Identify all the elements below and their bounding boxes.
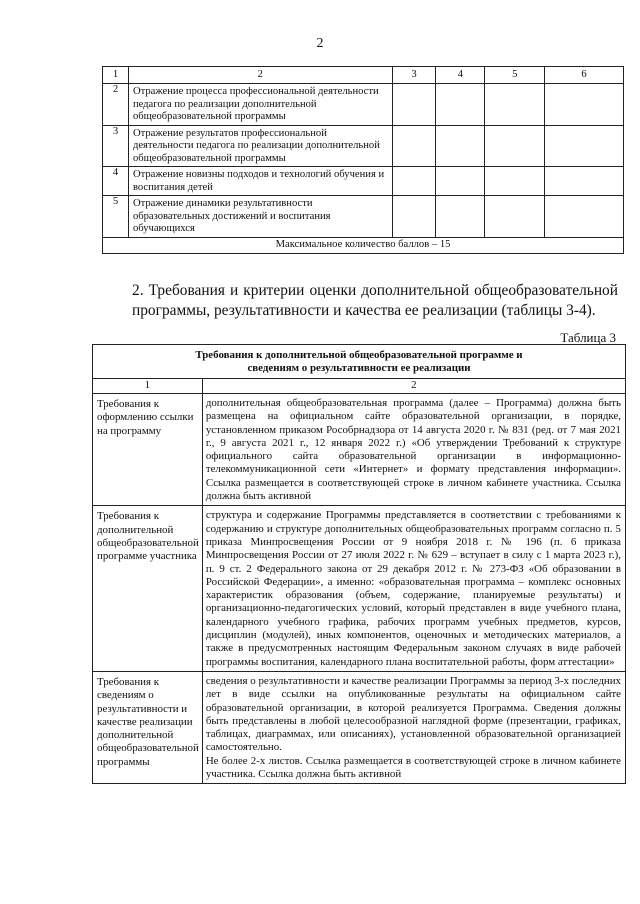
requirement-note: Не более 2-х листов. Ссылка размещается в соответствующей строке в личном кабинете участника. Ссылка должна быть активной: [205, 754, 621, 781]
column-header: 1: [103, 67, 129, 84]
column-header: 2: [128, 67, 392, 84]
table-row: [103, 125, 624, 167]
table-title: Требования к дополнительной общеобразовательной программе и сведениям о результативности ее реализации: [93, 345, 626, 379]
requirement-label: Требования к оформлению ссылки на программу: [93, 394, 203, 506]
row-number: 4: [103, 167, 129, 196]
requirement-text: сведения о результативности и качестве реализации Программы за период 3-х последних лет в виде ссылки на опубликованные результаты на официальном сайте образовательной организации, в которой реализуется Программа. Сведения должны быть представлены в любой целесообразной наглядной форме (презентации, графиках, таблицах, диаграммах, или описаниях), установленной образовательной организацией самостоятельно.: [205, 674, 621, 754]
requirement-label: Требования к сведениям о результативности и качестве реализации дополнительной общеобразовательной программы: [93, 671, 203, 783]
column-header: 1: [93, 379, 203, 394]
requirement-text: дополнительная общеобразовательная программа (далее – Программа) должна быть размещена на официальном сайте образовательной организации, в порядке, установленном приказом Рособрнадзора от 14 августа 2020 г. № 831 (ред. от 7 мая 2021 г., 9 августа 2021 г., 12 января 2022 г.) «Об утверждении Требований к структуре официального сайта образовательной организации в информационно-телекоммуникационной сети «Интернет» и формату представления информации». Ссылка размещается в соответствующей строке в личном кабинете участника. Ссылка должна быть активной: [202, 394, 625, 506]
table-header-row: [93, 379, 626, 394]
criterion-text: Отражение результатов профессиональной деятельности педагога по реализации дополнительной общеобразовательной программы: [128, 125, 392, 167]
table-row: [103, 84, 624, 126]
criteria-table: [102, 66, 624, 254]
column-header: 5: [485, 67, 545, 84]
max-score-total: Максимальное количество баллов – 15: [103, 237, 624, 253]
row-number: 5: [103, 196, 129, 238]
table-row: [103, 167, 624, 196]
table-row: [93, 506, 626, 672]
column-header: 6: [545, 67, 624, 84]
table-title-row: [93, 345, 626, 379]
column-header: 3: [392, 67, 436, 84]
requirement-text: структура и содержание Программы представляется в соответствии с требованиями к содержанию и структуре дополнительных общеобразовательных программ согласно п. 5 приказа Минпросвещения России от 9 ноября 2018 г. № 196 (п. 6 приказа Минпросвещения России от 27 июля 2022 г. № 629 – вступает в силу с 1 марта 2023 г.), п. 9 ст. 2 Федерального закона от 29 декабря 2012 г. № 273-ФЗ «Об образовании в Российской Федерации», а именно: «образовательная программа – комплекс основных характеристик образования (объем, содержание, планируемые результаты) и организационно-педагогических условий, который представлен в виде учебного плана, календарного учебного графика, рабочих программ учебных предметов, курсов, дисциплин (модулей), иных компонентов, оценочных и методических материалов, а также в предусмотренных настоящим Федеральным законом случаях в виде рабочей программы воспитания, календарного плана воспитательной работы, форм аттестации»: [202, 506, 625, 672]
table-row: [93, 394, 626, 506]
row-number: 2: [103, 84, 129, 126]
criterion-text: Отражение новизны подходов и технологий обучения и воспитания детей: [128, 167, 392, 196]
requirements-table: [92, 344, 626, 784]
table-row: [93, 671, 626, 783]
page-number: 2: [316, 36, 324, 51]
requirement-text-block: [202, 671, 625, 783]
requirement-label: Требования к дополнительной общеобразовательной программе участника: [93, 506, 203, 672]
column-header: 2: [202, 379, 625, 394]
table-row: [103, 196, 624, 238]
criterion-text: Отражение процесса профессиональной деятельности педагога по реализации дополнительной общеобразовательной программы: [128, 84, 392, 126]
section-heading: 2. Требования и критерии оценки дополнительной общеобразовательной программы, результативности и качества ее реализации (таблицы 3-4).: [132, 282, 618, 319]
criterion-text: Отражение динамики результативности образовательных достижений и воспитания обучающихся: [128, 196, 392, 238]
table-header-row: [103, 67, 624, 84]
column-header: 4: [436, 67, 485, 84]
table-label: Таблица 3: [560, 330, 616, 345]
table-total-row: [103, 237, 624, 253]
row-number: 3: [103, 125, 129, 167]
